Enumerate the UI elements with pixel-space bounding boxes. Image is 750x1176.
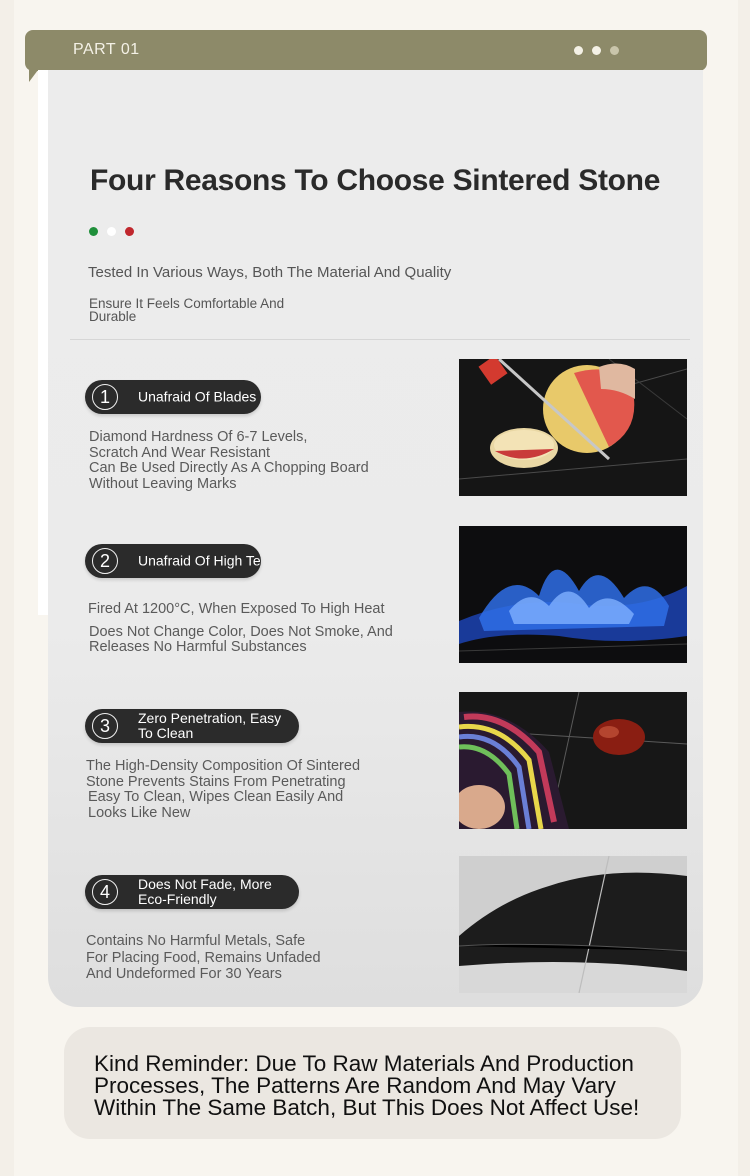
- description-line: Easy To Clean, Wipes Clean Easily And: [88, 789, 344, 805]
- reason-description-4: [86, 933, 321, 983]
- reason-title: Unafraid Of Blades: [138, 388, 257, 405]
- green-dot-icon: [89, 227, 98, 236]
- page-edge: [0, 0, 14, 1176]
- description-line: Stone Prevents Stains From Penetrating: [86, 773, 346, 790]
- reminder-box: [64, 1027, 681, 1139]
- page-title: Four Reasons To Choose Sintered Stone: [90, 164, 661, 197]
- title-dots: [89, 227, 134, 236]
- description-line: Does Not Change Color, Does Not Smoke, And: [89, 623, 393, 640]
- divider: [70, 339, 690, 340]
- description-line: Contains No Harmful Metals, Safe: [86, 933, 306, 949]
- reason-pill-1: [85, 380, 261, 414]
- number-badge-icon: 4: [92, 879, 118, 905]
- description-line: Looks Like New: [88, 804, 191, 821]
- page-edge: [738, 0, 750, 1176]
- stain-cleaning-photo: [459, 692, 687, 829]
- description-line: Fired At 1200°C, When Exposed To High Heat: [88, 601, 385, 617]
- red-dot-icon: [125, 227, 134, 236]
- reason-pill-4: [85, 875, 299, 909]
- subtitle: Tested In Various Ways, Both The Material And Quality: [88, 264, 452, 281]
- reason-description-2: [88, 602, 393, 656]
- subtext: Ensure It Feels Comfortable And Durable: [89, 296, 285, 324]
- part-label: PART 01: [73, 41, 140, 58]
- number-badge-icon: 3: [92, 713, 118, 739]
- reason-title: Does Not Fade, More Eco-Friendly: [138, 876, 272, 907]
- white-dot-icon: [107, 227, 116, 236]
- reason-title: Zero Penetration, Easy To Clean: [138, 710, 282, 741]
- reminder-text: Kind Reminder: Due To Raw Materials And Production Processes, The Patterns Are Random And May Vary Within The Same Batch, But This Does Not Affect Use!: [94, 1051, 640, 1120]
- description-line: Releases No Harmful Substances: [89, 639, 307, 655]
- card-edge: [38, 70, 48, 615]
- banner-notch: [29, 70, 38, 82]
- reason-description-1: [89, 430, 369, 492]
- reason-description-3: [86, 759, 360, 821]
- description-line: Without Leaving Marks: [89, 475, 237, 492]
- dot-icon: [592, 46, 601, 55]
- part-banner: [25, 30, 707, 71]
- reason-pill-3: [85, 709, 299, 743]
- description-line: Can Be Used Directly As A Chopping Board: [89, 460, 369, 476]
- stone-slab-photo: [459, 856, 687, 993]
- description-line: Scratch And Wear Resistant: [89, 444, 271, 461]
- blue-flame-photo: [459, 526, 687, 663]
- dot-icon: [610, 46, 619, 55]
- reason-pill-2: [85, 544, 261, 578]
- number-badge-icon: 1: [92, 384, 118, 410]
- dot-icon: [574, 46, 583, 55]
- apple-cutting-photo: [459, 359, 687, 496]
- banner-dots: [574, 46, 619, 55]
- reason-title: Unafraid Of High Te: [138, 552, 261, 569]
- description-line: And Undeformed For 30 Years: [86, 966, 282, 982]
- description-line: Diamond Hardness Of 6-7 Levels,: [89, 429, 308, 445]
- description-line: For Placing Food, Remains Unfaded: [86, 949, 321, 966]
- description-line: The High-Density Composition Of Sintered: [86, 758, 361, 774]
- number-badge-icon: 2: [92, 548, 118, 574]
